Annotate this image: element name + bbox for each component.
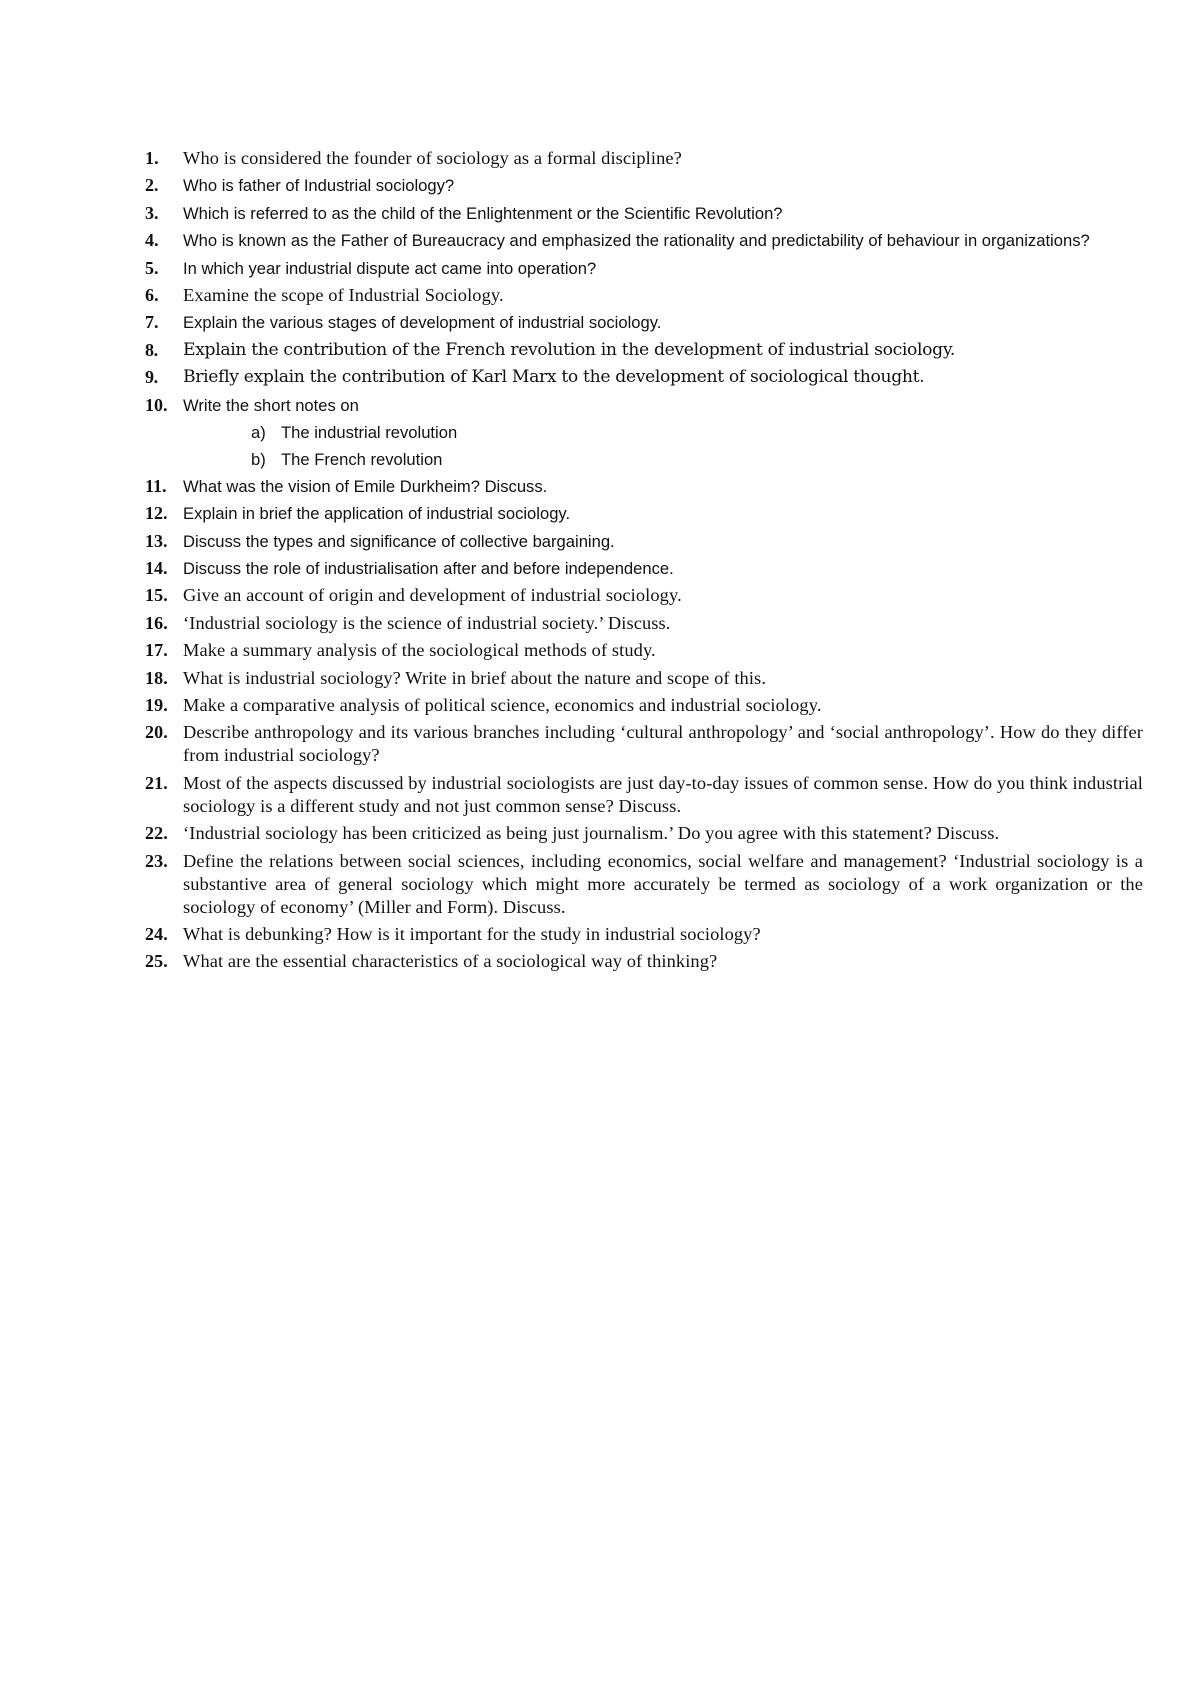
sublist-item <box>251 448 1143 471</box>
question-number: 17. <box>145 640 168 661</box>
question-text: Give an account of origin and development of industrial sociology. <box>183 585 682 606</box>
question-text: Discuss the types and significance of collective bargaining. <box>183 531 615 551</box>
question-text: What is industrial sociology? Write in brief about the nature and scope of this. <box>183 667 767 688</box>
sublist-label: a) <box>251 422 266 442</box>
question-number: 2. <box>145 175 159 196</box>
question-text: What was the vision of Emile Durkheim? Discuss. <box>183 476 548 496</box>
question-text: Examine the scope of Industrial Sociology. <box>183 284 504 305</box>
question-text: Briefly explain the contribution of Karl Marx to the development of sociological thought. <box>183 367 925 388</box>
question-text: What is debunking? How is it important for the study in industrial sociology? <box>183 923 761 944</box>
question-text: In which year industrial dispute act came into operation? <box>183 258 597 278</box>
question-item <box>145 639 1143 662</box>
question-number: 1. <box>145 148 159 168</box>
question-item <box>145 394 1143 471</box>
question-text: Who is known as the Father of Bureaucracy and emphasized the rationality and predictability of behaviour in organizations? <box>183 231 1090 251</box>
question-text: Make a comparative analysis of political science, economics and industrial sociology. <box>183 695 822 716</box>
question-item <box>145 202 1143 225</box>
question-number: 8. <box>145 339 158 360</box>
question-number: 11. <box>145 475 167 496</box>
question-item <box>145 530 1143 553</box>
question-text: Explain the various stages of development of industrial sociology. <box>183 313 662 333</box>
question-item <box>145 721 1143 767</box>
question-item <box>145 284 1143 307</box>
question-item <box>145 311 1143 334</box>
question-item <box>145 475 1143 498</box>
question-number: 4. <box>145 230 159 251</box>
question-number: 12. <box>145 503 168 524</box>
question-text: Explain the contribution of the French revolution in the development of industrial sociology. <box>183 339 956 360</box>
question-text: Write the short notes on <box>183 395 359 415</box>
question-item <box>145 612 1143 635</box>
question-item <box>145 174 1143 197</box>
question-number: 16. <box>145 612 168 633</box>
question-number: 13. <box>145 530 168 551</box>
question-item <box>145 584 1143 607</box>
question-number: 15. <box>145 585 168 606</box>
question-item <box>145 502 1143 525</box>
question-number: 23. <box>145 850 168 871</box>
question-text: Describe anthropology and its various branches including ‘cultural anthropology’ and ‘social anthropology’. How do they differ from industrial sociology? <box>183 722 1143 766</box>
question-number: 10. <box>145 394 168 415</box>
sublist-text: The French revolution <box>281 449 443 469</box>
question-number: 24. <box>145 923 168 944</box>
question-item <box>145 923 1143 946</box>
question-list <box>145 147 1143 978</box>
question-number: 9. <box>145 367 158 388</box>
sublist-label: b) <box>251 449 266 469</box>
question-item <box>145 850 1143 919</box>
question-item <box>145 822 1143 845</box>
question-number: 25. <box>145 951 168 972</box>
question-item <box>145 667 1143 690</box>
question-item <box>145 147 1143 170</box>
question-item <box>145 339 1143 362</box>
question-item <box>145 366 1143 389</box>
question-text: Most of the aspects discussed by industrial sociologists are just day-to-day issues of common sense. How do you think industrial sociology is a different study and not just common sense? Discuss. <box>183 772 1143 816</box>
question-text: ‘Industrial sociology is the science of industrial society.’ Discuss. <box>183 612 671 633</box>
question-number: 3. <box>145 202 159 223</box>
question-text: Which is referred to as the child of the Enlightenment or the Scientific Revolution? <box>183 203 783 223</box>
sublist-text: The industrial revolution <box>281 422 458 442</box>
question-item <box>145 772 1143 818</box>
question-item <box>145 229 1143 252</box>
question-text: Make a summary analysis of the sociological methods of study. <box>183 640 656 661</box>
question-text: Who is father of Industrial sociology? <box>183 176 455 196</box>
question-text: Explain in brief the application of industrial sociology. <box>183 504 571 524</box>
question-text: ‘Industrial sociology has been criticized as being just journalism.’ Do you agree with this statement? Discuss. <box>183 823 1000 844</box>
question-number: 22. <box>145 823 168 844</box>
question-number: 21. <box>145 772 168 793</box>
sublist-item <box>251 421 1143 444</box>
question-text: Discuss the role of industrialisation after and before independence. <box>183 559 674 579</box>
short-notes-sublist <box>183 421 1143 471</box>
question-item <box>145 694 1143 717</box>
question-number: 5. <box>145 257 159 278</box>
question-text: Who is considered the founder of sociology as a formal discipline? <box>183 148 682 168</box>
question-text: Define the relations between social sciences, including economics, social welfare and management? ‘Industrial sociology is a substantive area of general sociology which might more accurately be termed as sociology of a work organization or the sociology of economy’ (Miller and Form). Discuss. <box>183 850 1143 917</box>
question-number: 18. <box>145 667 168 688</box>
question-number: 19. <box>145 695 168 716</box>
question-item <box>145 257 1143 280</box>
question-number: 14. <box>145 558 168 579</box>
question-number: 20. <box>145 722 168 743</box>
question-text: What are the essential characteristics of a sociological way of thinking? <box>183 951 718 972</box>
question-item <box>145 557 1143 580</box>
question-item <box>145 950 1143 973</box>
question-number: 6. <box>145 284 159 305</box>
question-number: 7. <box>145 312 159 333</box>
